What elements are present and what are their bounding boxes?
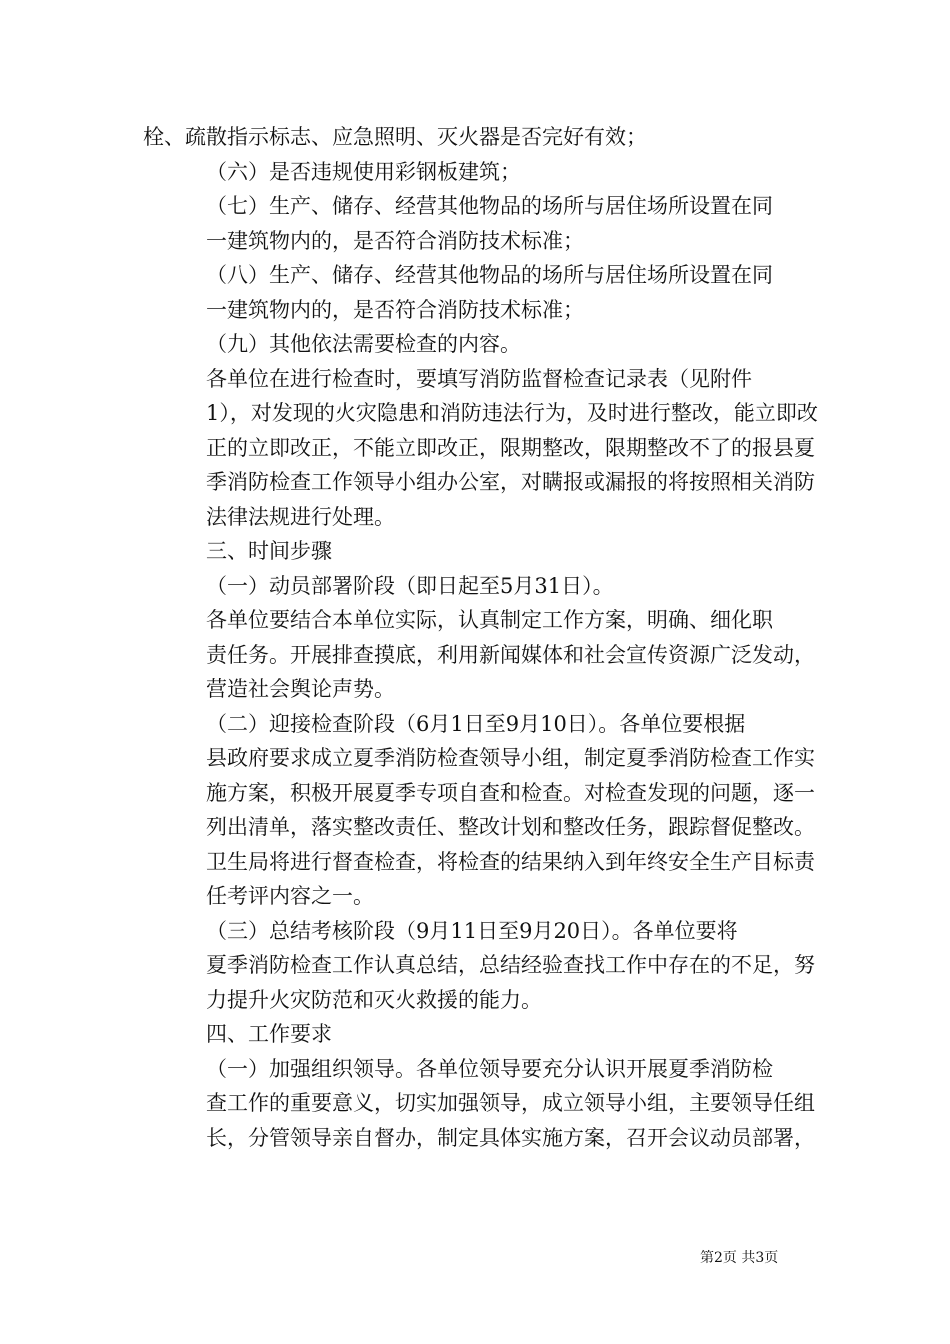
text-line: （二）迎接检查阶段（6月1日至9月10日）。各单位要根据 xyxy=(206,711,746,736)
paragraph xyxy=(143,603,815,707)
text-line: 列出清单，落实整改责任、整改计划和整改任务，跟踪督促整改。 xyxy=(206,815,815,839)
text-line: 各单位在进行检查时，要填写消防监督检查记录表（见附件 xyxy=(206,366,752,391)
paragraph xyxy=(143,914,815,1018)
text-line: （三）总结考核阶段（9月11日至9月20日）。各单位要将 xyxy=(206,918,738,943)
text-line: 施方案，积极开展夏季专项自查和检查。对检查发现的问题，逐一 xyxy=(206,780,815,805)
text-line: 栓、疏散指示标志、应急照明、灭火器是否完好有效； xyxy=(143,125,647,149)
text-line: 卫生局将进行督查检查，将检查的结果纳入到年终安全生产目标责 xyxy=(206,849,815,874)
paragraph xyxy=(143,258,811,327)
text-line: （一）动员部署阶段（即日起至5月31日）。 xyxy=(206,573,614,598)
text-line: 力提升火灾防范和灭火救援的能力。 xyxy=(206,987,542,1012)
text-line: 任考评内容之一。 xyxy=(206,884,374,908)
text-line: 三、时间步骤 xyxy=(206,539,332,563)
text-line: （六）是否违规使用彩钢板建筑； xyxy=(206,159,521,184)
page-number: 第2页 共3页 xyxy=(700,1250,779,1266)
paragraph xyxy=(143,1017,811,1052)
paragraph xyxy=(143,534,811,569)
text-line: 夏季消防检查工作认真总结，总结经验查找工作中存在的不足，努 xyxy=(206,953,815,977)
paragraph xyxy=(143,569,811,604)
text-line: （七）生产、储存、经营其他物品的场所与居住场所设置在同 xyxy=(206,194,773,218)
text-line: （九）其他依法需要检查的内容。 xyxy=(206,332,521,356)
text-line: 长，分管领导亲自督办，制定具体实施方案，召开会议动员部署， xyxy=(206,1125,815,1150)
text-line: 县政府要求成立夏季消防检查领导小组，制定夏季消防检查工作实 xyxy=(206,746,815,770)
text-line: 季消防检查工作领导小组办公室，对瞒报或漏报的将按照相关消防 xyxy=(206,470,815,494)
text-line: 一建筑物内的，是否符合消防技术标准； xyxy=(206,228,584,253)
paragraph xyxy=(143,120,811,155)
text-line: 正的立即改正，不能立即改正，限期整改，限期整改不了的报县夏 xyxy=(206,435,815,460)
paragraph xyxy=(143,327,811,362)
text-line: 法律法规进行处理。 xyxy=(206,504,395,529)
paragraph xyxy=(143,707,815,914)
paragraph xyxy=(143,362,818,535)
text-line: 查工作的重要意义，切实加强领导，成立领导小组，主要领导任组 xyxy=(206,1091,815,1115)
document-body xyxy=(143,120,818,1155)
paragraph xyxy=(143,1052,815,1156)
text-line: 各单位要结合本单位实际，认真制定工作方案，明确、细化职 xyxy=(206,608,773,632)
text-line: 1），对发现的火灾隐患和消防违法行为，及时进行整改，能立即改 xyxy=(206,401,818,425)
text-line: 一建筑物内的，是否符合消防技术标准； xyxy=(206,297,584,322)
text-line: 四、工作要求 xyxy=(206,1022,332,1046)
text-line: 责任务。开展排查摸底，利用新闻媒体和社会宣传资源广泛发动， xyxy=(206,642,815,667)
paragraph xyxy=(143,189,811,258)
paragraph xyxy=(143,155,811,190)
text-line: （一）加强组织领导。各单位领导要充分认识开展夏季消防检 xyxy=(206,1056,773,1081)
text-line: （八）生产、储存、经营其他物品的场所与居住场所设置在同 xyxy=(206,263,773,287)
text-line: 营造社会舆论声势。 xyxy=(206,677,395,701)
